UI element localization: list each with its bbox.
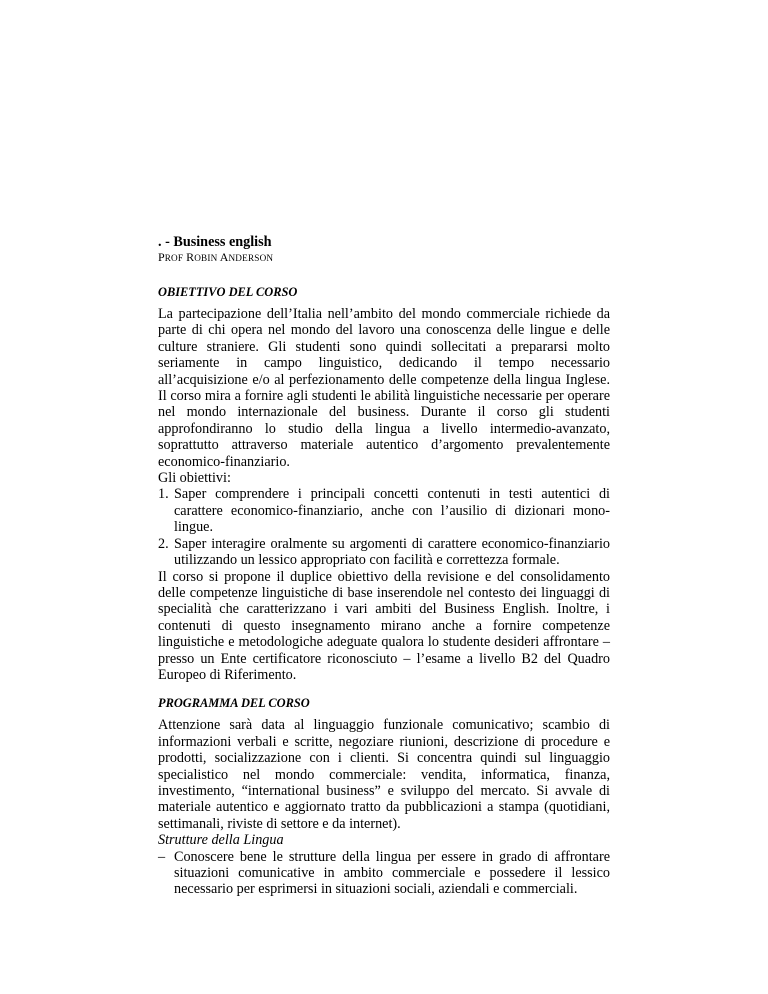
teacher-first-rest: OBIN (194, 253, 218, 263)
program-bullet-text: Conoscere bene le strutture della lingua per essere in grado di affrontare situazioni comunicative in ambito commerciale e possedere il lessico necessario per esprimersi in situazioni sociali, aziendali e commerciali. (174, 848, 610, 898)
objectives-intro: La partecipazione dell’Italia nell’ambito del mondo commerciale richiede da parte di chi opera nel mondo del lavoro una conoscenza delle lingue e delle culture straniere. Gli studenti sono quindi sollecitati a prepararsi molto seriamente in campo linguistico, dedicando il tempo necessario all’acquisizione e/o al perfezionamento delle competenze della lingua Inglese. Il corso mira a fornire agli studenti le abilità linguistiche necessarie per operare nel mondo internazionale del business. Durante il corso gli studenti approfondiranno lo studio della lingua a livello intermedio-avanzato, soprattutto attraverso materiale autentico d’argomento prevalentemente economico-finanziario. (158, 306, 610, 470)
objectives-closing: Il corso si propone il duplice obiettivo della revisione e del consolidamento delle competenze linguistiche di base inserendole nel contesto dei linguaggi di specialità che caratterizzano i vari ambiti del Business English. Inoltre, i contenuti di questo insegnamento mirano anche a fornire competenze linguistiche e metodologiche adeguate qualora lo studente desideri affrontare – presso un Ente certificatore riconosciuto – l’esame a livello B2 del Quadro Europeo di Riferimento. (158, 568, 610, 683)
program-subheading: Strutture della Lingua (158, 832, 284, 849)
page-content (158, 234, 610, 898)
objectives-heading: OBIETTIVO DEL CORSO (158, 285, 298, 299)
program-intro: Attenzione sarà data al linguaggio funzionale comunicativo; scambio di informazioni verbali e scritte, negoziare riunioni, descrizione di procedure e prodotti, socializzazione con i clienti. Si concentra quindi sul linguaggio specialistico nel mondo commerciale: vendita, informatica, finanza, investimento, “international business” e sviluppo del mercato. Si avvale di materiale autentico e aggiornato tratto da pubblicazioni a stampa (quotidiani, settimanali, riviste di settore e da internet). (158, 717, 610, 832)
goal-text: Saper comprendere i principali concetti contenuti in testi autentici di carattere economico-finanziario, anche con l’ausilio di dizionari mono-lingue. (174, 486, 610, 536)
teacher-first-initial: R (183, 250, 195, 264)
program-heading: PROGRAMMA DEL CORSO (158, 696, 310, 711)
goal-text: Saper interagire oralmente su argomenti di carattere economico-finanziario utilizzando un lessico appropriato con facilità e correttezza formale. (174, 535, 610, 569)
course-title: . - Business english (158, 234, 272, 250)
goal-item (158, 486, 610, 535)
goal-number: 2. (158, 535, 169, 552)
teacher-last-rest: NDERSON (228, 253, 274, 263)
teacher-prefix-smallcaps: ROF (164, 253, 184, 263)
dash-bullet-icon: – (158, 848, 166, 865)
program-bullet-list (158, 849, 610, 898)
goals-label: Gli obiettivi: (158, 470, 231, 487)
goals-list (158, 486, 610, 568)
goal-number: 1. (158, 486, 169, 503)
program-bullet (158, 849, 610, 898)
goal-item (158, 536, 610, 569)
teacher-last-initial: A (217, 250, 229, 264)
teacher-name (158, 250, 610, 265)
teacher-prefix: P (158, 250, 165, 264)
